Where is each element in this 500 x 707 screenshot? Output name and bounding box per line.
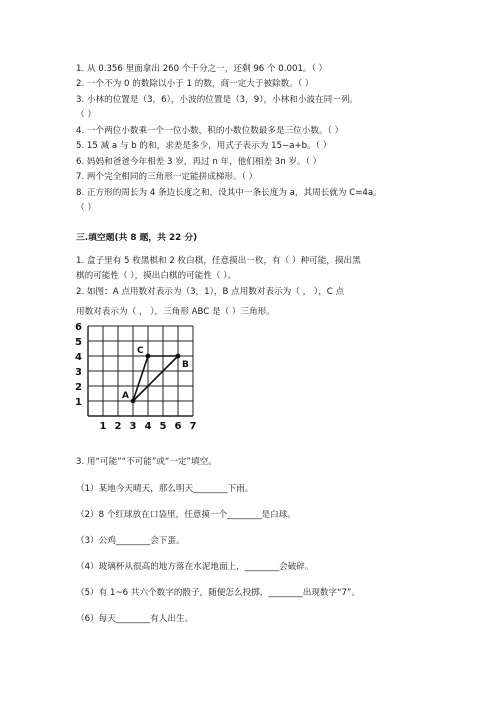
tf-item-2: 2. 一个不为 0 的数除以小于 1 的数，商一定大于被除数。（ ） bbox=[76, 79, 314, 89]
y-axis-tick-label: 5 bbox=[75, 337, 82, 348]
coordinate-grid bbox=[72, 322, 220, 440]
point-label-B: B bbox=[182, 360, 189, 370]
question-3-item-1: （1）某地今天晴天，那么明天________下雨。 bbox=[76, 484, 254, 494]
tf-item-1: 1. 从 0.356 里面拿出 260 个千分之一，还剩 96 个 0.001。（ ） bbox=[76, 64, 328, 74]
point-label-A: A bbox=[122, 391, 129, 401]
tf-item-5: 5. 15 减 a 与 b 的和，求差是多少，用式子表示为 15−a+b。（ ） bbox=[76, 141, 332, 151]
tf-item-3: 3. 小林的位置是（3，6），小波的位置是（3，9），小林和小波在同一列。 bbox=[76, 95, 359, 105]
question-3-item-5: （5）有 1~6 共六个数字的骰子，随便怎么投掷，________出现数字“7”。 bbox=[76, 588, 361, 598]
tf-item-7: 7. 两个完全相同的三角形一定能拼成梯形。（ ） bbox=[76, 172, 258, 182]
question-2-line-1: 2. 如图：A 点用数对表示为（3，1），B 点用数对表示为（ ， ），C 点 bbox=[76, 287, 345, 297]
question-3-title: 3. 用“可能”“不可能”或“一定”填空。 bbox=[76, 457, 217, 467]
tf-item-8: 8. 正方形的周长为 4 条边长度之和，设其中一条长度为 a，其周长就为 C=4a。 bbox=[76, 188, 382, 198]
x-axis-tick-label: 4 bbox=[144, 421, 152, 432]
y-axis-tick-label: 4 bbox=[75, 352, 82, 363]
point-label-C: C bbox=[137, 346, 144, 356]
question-1-line-1: 1. 盒子里有 5 枚黑棋和 2 枚白棋，任意摸出一枚，有（ ）种可能，摸出黑 bbox=[76, 256, 361, 266]
coordinate-grid-figure bbox=[72, 322, 220, 456]
question-1-line-2: 棋的可能性（ ），摸出白棋的可能性（ ）。 bbox=[76, 271, 237, 281]
x-axis-tick-label: 1 bbox=[99, 421, 107, 432]
question-3-item-4: （4）玻璃杯从很高的地方落在水泥地面上，________会破碎。 bbox=[76, 562, 314, 572]
x-axis-tick-label: 5 bbox=[159, 421, 167, 432]
y-axis-tick-label: 1 bbox=[75, 397, 82, 408]
x-axis-tick-label: 6 bbox=[174, 421, 182, 432]
question-3-item-2: （2）8 个红球放在口袋里，任意摸一个________是白球。 bbox=[76, 510, 296, 520]
point-C bbox=[146, 354, 151, 359]
section-heading: 三.填空题(共 8 题，共 22 分) bbox=[76, 233, 198, 243]
tf-item-6: 6. 妈妈和爸爸今年相差 3 岁，再过 n 年，他们相差 3n 岁。（ ） bbox=[76, 157, 322, 167]
tf-item-4: 4. 一个两位小数乘一个一位小数，积的小数位数最多是三位小数。（ ） bbox=[76, 126, 344, 136]
tf-item-8-answer: （ ） bbox=[76, 203, 96, 213]
point-B bbox=[176, 354, 181, 359]
point-A bbox=[131, 399, 136, 404]
y-axis-tick-label: 6 bbox=[75, 322, 82, 333]
tf-item-3-answer: （ ） bbox=[76, 110, 96, 120]
question-3-item-3: （3）公鸡________会下蛋。 bbox=[76, 536, 185, 546]
y-axis-tick-label: 3 bbox=[75, 367, 82, 378]
question-2-line-2: 用数对表示为（ ， ），三角形 ABC 是（ ）三角形。 bbox=[76, 307, 275, 317]
y-axis-tick-label: 2 bbox=[75, 382, 82, 393]
question-3-item-6: （6）每天________有人出生。 bbox=[76, 614, 194, 624]
x-axis-tick-label: 7 bbox=[189, 421, 197, 432]
x-axis-tick-label: 2 bbox=[114, 421, 122, 432]
x-axis-tick-label: 3 bbox=[129, 421, 137, 432]
